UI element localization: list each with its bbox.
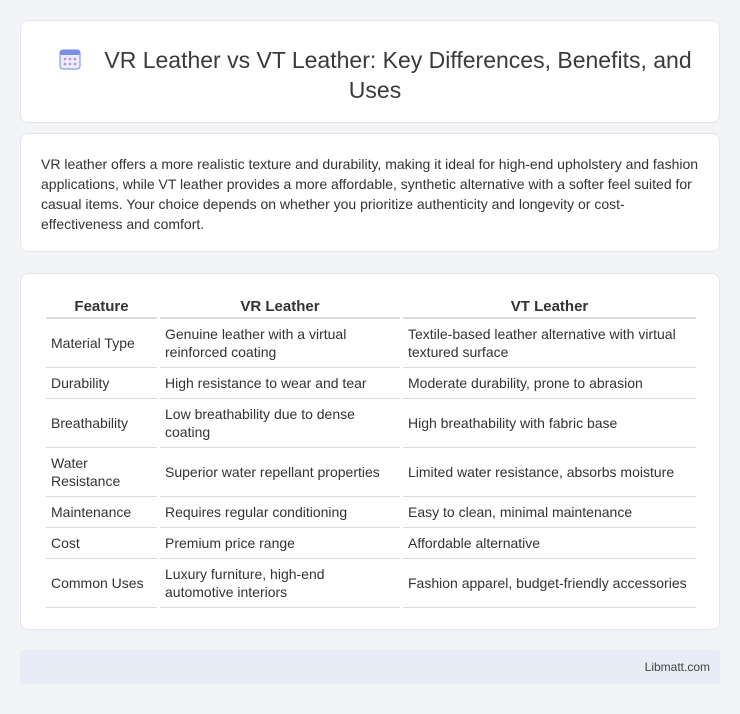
calendar-icon [58,47,82,71]
vt-cell: Textile-based leather alternative with virtual textured surface [403,319,696,368]
table-row [46,528,696,559]
vt-cell: Moderate durability, prone to abrasion [403,368,696,399]
comparison-card [20,273,720,630]
table-row [46,399,696,448]
header-feature: Feature [46,294,157,319]
title-card [20,20,720,123]
comparison-table [43,294,699,608]
feature-cell: Durability [46,368,157,399]
vt-cell: Limited water resistance, absorbs moisture [403,448,696,497]
feature-cell: Cost [46,528,157,559]
table-header-row [46,294,696,319]
page-title-text: VR Leather vs VT Leather: Key Differences, Benefits, and Uses [104,47,692,103]
header-vt-leather: VT Leather [403,294,696,319]
intro-card [20,133,720,252]
footer-bar [20,650,720,684]
vt-cell: Affordable alternative [403,528,696,559]
table-row [46,368,696,399]
vt-cell: Fashion apparel, budget-friendly accessories [403,559,696,608]
vr-cell: Superior water repellant properties [160,448,400,497]
table-row [46,448,696,497]
feature-cell: Breathability [46,399,157,448]
table-row [46,319,696,368]
vr-cell: Luxury furniture, high-end automotive interiors [160,559,400,608]
feature-cell: Water Resistance [46,448,157,497]
feature-cell: Common Uses [46,559,157,608]
footer-brand[interactable]: Libmatt.com [644,660,710,674]
vr-cell: Premium price range [160,528,400,559]
header-vr-leather: VR Leather [160,294,400,319]
vr-cell: Requires regular conditioning [160,497,400,528]
vr-cell: Genuine leather with a virtual reinforced coating [160,319,400,368]
table-row [46,559,696,608]
vt-cell: High breathability with fabric base [403,399,696,448]
vt-cell: Easy to clean, minimal maintenance [403,497,696,528]
feature-cell: Maintenance [46,497,157,528]
intro-paragraph: VR leather offers a more realistic texture and durability, making it ideal for high-end upholstery and fashion applications, while VT leather provides a more affordable, synthetic alternative with a softer feel suited for casual items. Your choice depends on whether you prioritize authenticity and longevity or cost-effectiveness and comfort. [41,156,699,232]
page-title [51,45,699,105]
table-row [46,497,696,528]
vr-cell: Low breathability due to dense coating [160,399,400,448]
feature-cell: Material Type [46,319,157,368]
vr-cell: High resistance to wear and tear [160,368,400,399]
